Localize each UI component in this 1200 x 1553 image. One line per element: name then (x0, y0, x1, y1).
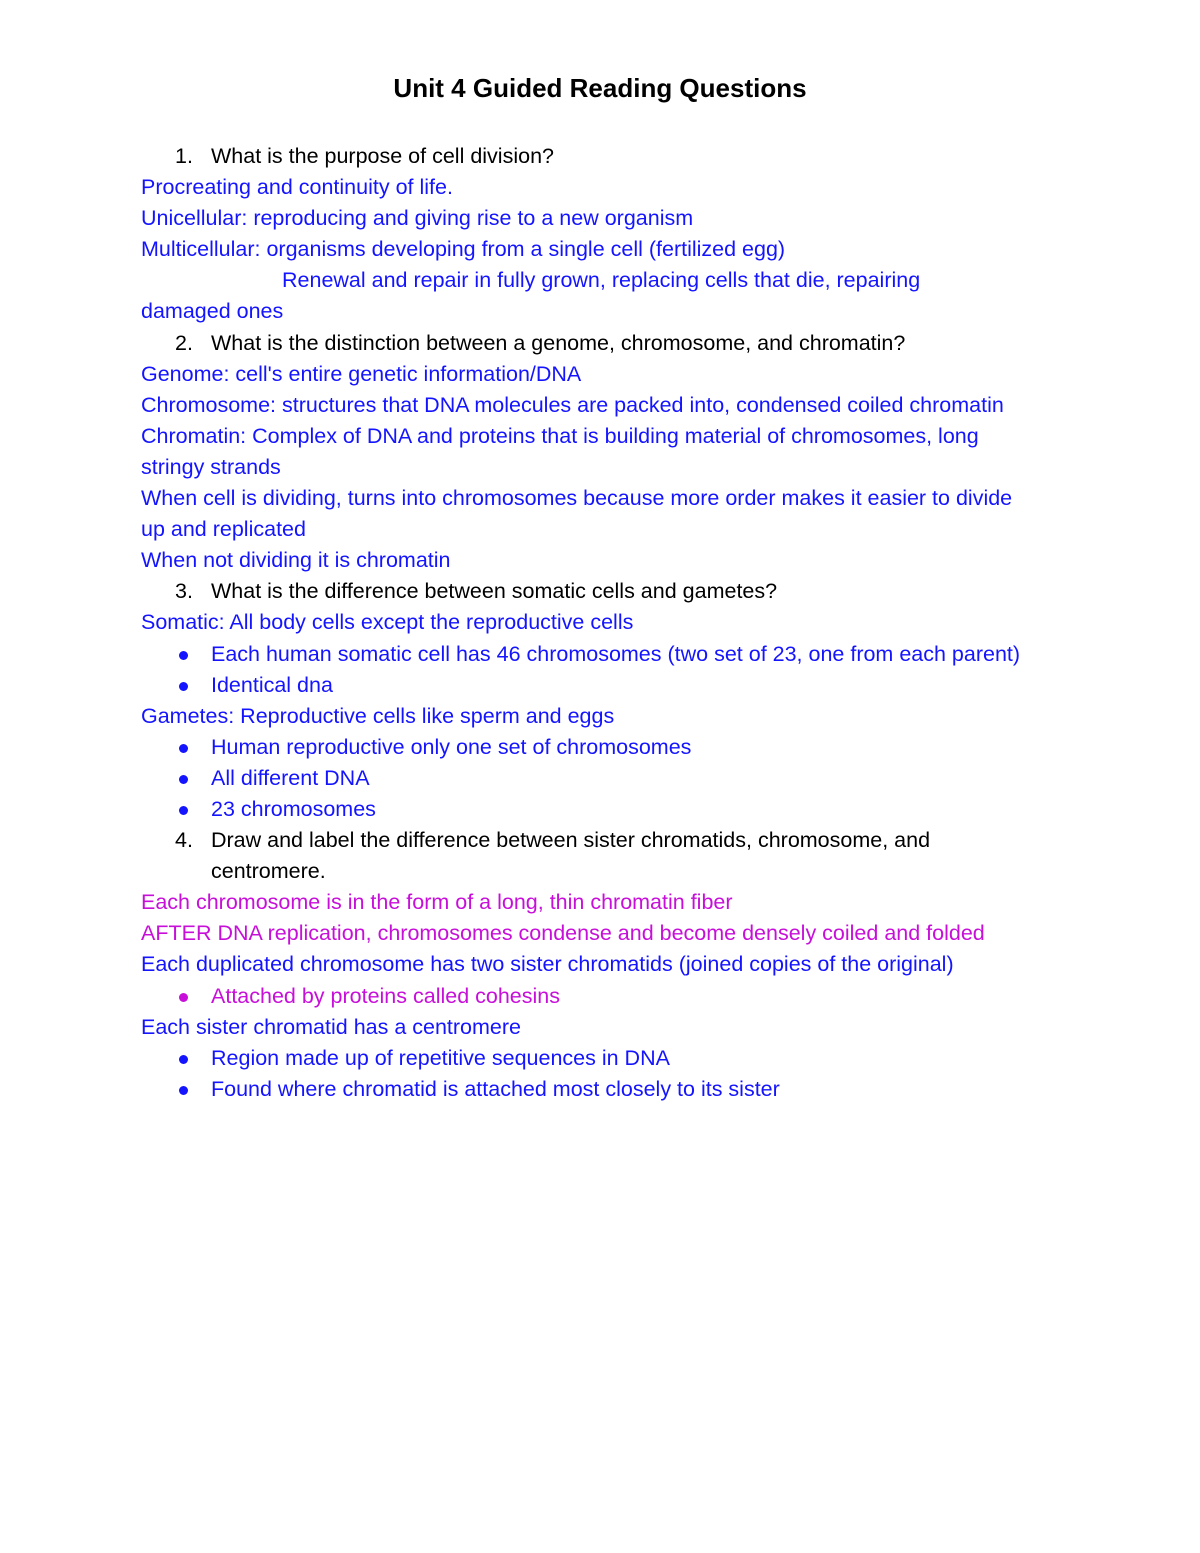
line-text: Chromosome: structures that DNA molecules are packed into, condensed coiled chromatin (141, 392, 1004, 417)
bullet-dot-icon (179, 775, 188, 784)
answer-line (141, 1012, 1041, 1043)
line-text: Multicellular: organisms developing from a single cell (fertilized egg) (141, 237, 786, 262)
line-text: Draw and label the difference between sister chromatids, chromosome, and centromere. (211, 828, 931, 884)
bullet-item (141, 639, 1041, 670)
line-text: damaged ones (141, 299, 284, 324)
answer-line (141, 203, 1041, 234)
question-item (141, 576, 1041, 607)
answer-line (141, 483, 1041, 545)
bullet-item (141, 794, 1041, 825)
line-text: Genome: cell's entire genetic information/DNA (141, 361, 582, 386)
line-text: Each chromosome is in the form of a long, thin chromatin fiber (141, 890, 733, 915)
line-text: Renewal and repair in fully grown, replacing cells that die, repairing (282, 268, 921, 293)
line-text: Human reproductive only one set of chromosomes (211, 734, 692, 759)
answer-line (141, 607, 1041, 638)
line-text: Each sister chromatid has a centromere (141, 1014, 521, 1039)
line-text: When cell is dividing, turns into chromosomes because more order makes it easier to divide up and replicated (141, 486, 1013, 542)
answer-line (141, 918, 1041, 949)
line-text: All different DNA (211, 765, 370, 790)
bullet-dot-icon (179, 806, 188, 815)
answer-line (141, 359, 1041, 390)
bullet-item (141, 981, 1041, 1012)
answer-line (141, 421, 1041, 483)
line-text: Each human somatic cell has 46 chromosomes (two set of 23, one from each parent) (211, 641, 1021, 666)
answer-line (141, 390, 1041, 421)
answer-line (141, 234, 1041, 265)
answer-line (141, 172, 1041, 203)
bullet-dot-icon (179, 682, 188, 691)
bullet-item (141, 763, 1041, 794)
bullet-dot-icon (179, 1086, 188, 1095)
line-text: What is the difference between somatic cells and gametes? (211, 579, 778, 604)
line-text: What is the purpose of cell division? (211, 144, 554, 168)
line-text: Identical dna (211, 672, 333, 697)
line-text: Region made up of repetitive sequences in DNA (211, 1045, 670, 1070)
question-item (141, 825, 1041, 887)
question-item (141, 141, 1041, 172)
line-text: Found where chromatid is attached most closely to its sister (211, 1076, 780, 1101)
line-text: Unicellular: reproducing and giving rise to a new organism (141, 206, 694, 231)
line-text: Each duplicated chromosome has two sister chromatids (joined copies of the original) (141, 952, 954, 977)
answer-line (141, 545, 1041, 576)
question-number: 4. (175, 828, 193, 853)
document-title: Unit 4 Guided Reading Questions (393, 73, 807, 103)
bullet-dot-icon (179, 993, 188, 1002)
line-text: AFTER DNA replication, chromosomes condense and become densely coiled and folded (141, 921, 985, 946)
line-text: Somatic: All body cells except the reproductive cells (141, 610, 634, 635)
line-text: What is the distinction between a genome, chromosome, and chromatin? (211, 330, 906, 355)
document-body (141, 141, 1041, 1105)
question-number: 3. (175, 579, 193, 604)
line-text: Procreating and continuity of life. (141, 175, 453, 200)
line-text: Gametes: Reproductive cells like sperm and eggs (141, 703, 615, 728)
line-text: 23 chromosomes (211, 796, 376, 821)
question-number: 1. (175, 144, 193, 168)
answer-line (141, 265, 1041, 296)
line-text: Attached by proteins called cohesins (211, 983, 560, 1008)
bullet-item (141, 732, 1041, 763)
bullet-dot-icon (179, 651, 188, 660)
question-number: 2. (175, 330, 193, 355)
bullet-item (141, 1074, 1041, 1105)
line-text: Chromatin: Complex of DNA and proteins that is building material of chromosomes, long stringy strands (141, 423, 979, 479)
answer-line (141, 296, 1041, 327)
bullet-dot-icon (179, 1055, 188, 1064)
bullet-dot-icon (179, 744, 188, 753)
answer-line (141, 887, 1041, 918)
line-text: When not dividing it is chromatin (141, 548, 451, 573)
answer-line (141, 701, 1041, 732)
bullet-item (141, 1043, 1041, 1074)
bullet-item (141, 670, 1041, 701)
answer-line (141, 949, 1041, 980)
question-item (141, 328, 1041, 359)
